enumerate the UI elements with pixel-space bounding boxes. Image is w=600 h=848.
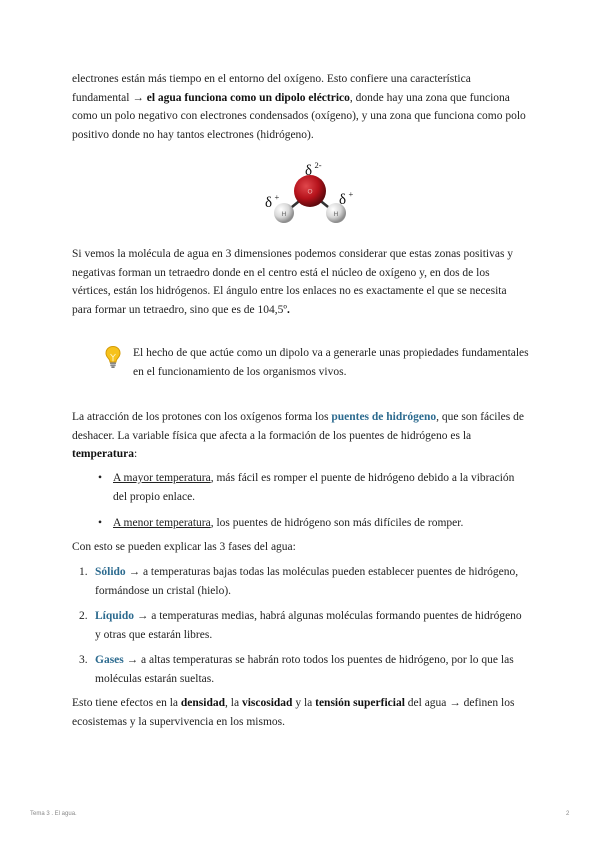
hydrogen-delta-right: δ: [339, 192, 347, 208]
list-number: 1.: [79, 566, 88, 578]
phase-list-item-solid: [76, 563, 528, 600]
list-item: [76, 607, 528, 644]
oxygen-label: O: [307, 188, 313, 196]
temperature-bullet-list: [95, 469, 528, 533]
lightbulb-icon: [104, 345, 122, 369]
phase-term: Líquido: [95, 610, 134, 622]
footer-title: Tema 3 . El agua.: [30, 811, 77, 817]
oxygen-delta: δ: [305, 163, 313, 179]
bold-surface-tension: tensión superficial: [315, 697, 405, 709]
paragraph-hydrogen-bonds: [72, 408, 528, 464]
paragraph-dipole: [72, 70, 528, 144]
text-run: → a temperaturas medias, habrá algunas moléculas formando puentes de hidrógeno y otras que estarán libres.: [95, 610, 522, 641]
hydrogen-label-left: H: [281, 211, 287, 218]
text-run: , donde hay una zona que funciona como un polo negativo con electrones condensados (oxígeno), y una zona que funciona como polo positivo donde no hay tantos electrones (hidrógeno).: [72, 91, 526, 141]
hydrogen-delta-left: δ: [265, 195, 273, 211]
paragraph-tetrahedron: [72, 245, 528, 319]
oxygen-charge-sup: 2-: [314, 160, 322, 170]
bold-temperature: temperatura: [72, 448, 134, 460]
text-run: La atracción de los protones con los oxígenos forma los: [72, 411, 332, 423]
water-molecule-figure: [262, 160, 358, 230]
bold-density: densidad: [180, 697, 225, 709]
text-run: → a altas temperaturas se habrán roto todos los puentes de hidrógeno, por lo que las moléculas estarán sueltas.: [95, 654, 514, 685]
text-run: del agua → definen los ecosistemas y la supervivencia en los mismos.: [72, 697, 515, 728]
paragraph-effects: [72, 694, 528, 731]
bold-dipole: el agua funciona como un dipolo eléctrico: [146, 91, 350, 104]
list-number: 3.: [79, 654, 88, 666]
phase-term: Gases: [95, 654, 124, 666]
list-item: [76, 651, 528, 688]
bold-viscosity: viscosidad: [241, 697, 293, 709]
text-run: :: [133, 448, 138, 460]
text-run: electrones están más tiempo en el entorno del oxígeno. Esto confiere una característica fundamental →: [72, 73, 471, 104]
hydrogen-charge-sup-right: +: [348, 189, 354, 199]
hydrogen-charge-sup-left: +: [274, 192, 280, 202]
phase-term: Sólido: [95, 566, 126, 578]
phase-list-item-liquid: [76, 607, 528, 644]
text-run: Si vemos la molécula de agua en 3 dimensiones podemos considerar que estas zonas positivas y negativas forman un tetraedro donde en el centro está el núcleo de oxígeno y, en dos de los vértices, están los hidrógenos. El ángulo entre los enlaces no es exactamente el que se necesita para formar un tetraedro, sino que es de 104,5º: [72, 248, 514, 316]
underlined-term: A mayor temperatura: [113, 472, 211, 484]
text-run: y la: [292, 697, 316, 709]
list-item: [95, 469, 528, 506]
underlined-term: A menor temperatura: [113, 517, 211, 529]
text-run: , la: [225, 697, 242, 709]
text-run: Esto tiene efectos en la: [72, 697, 181, 709]
paragraph-phases-intro: Con esto se pueden explicar las 3 fases del agua:: [72, 541, 296, 553]
phase-list-item-gas: [76, 651, 528, 688]
hydrogen-label-right: H: [333, 211, 339, 218]
text-run: , que son fáciles de deshacer. La variable física que afecta a la formación de los puentes de hidrógeno es la: [72, 411, 524, 442]
tip-text: El hecho de que actúe como un dipolo va a generarle unas propiedades fundamentales en el funcionamiento de los organismos vivos.: [133, 347, 529, 378]
term-hydrogen-bonds: puentes de hidrógeno: [331, 411, 437, 423]
water-molecule-svg: [262, 160, 358, 230]
text-run: → a temperaturas bajas todas las moléculas pueden establecer puentes de hidrógeno, formándose un cristal (hielo).: [95, 566, 519, 597]
page-number: 2: [566, 811, 570, 817]
list-number: 2.: [79, 610, 88, 622]
list-item: [76, 563, 528, 600]
text-run: .: [286, 303, 290, 316]
text-run: , los puentes de hidrógeno son más difíciles de romper.: [210, 517, 464, 529]
text-run: , más fácil es romper el puente de hidrógeno debido a la vibración del propio enlace.: [113, 472, 515, 503]
list-item: [95, 514, 528, 533]
